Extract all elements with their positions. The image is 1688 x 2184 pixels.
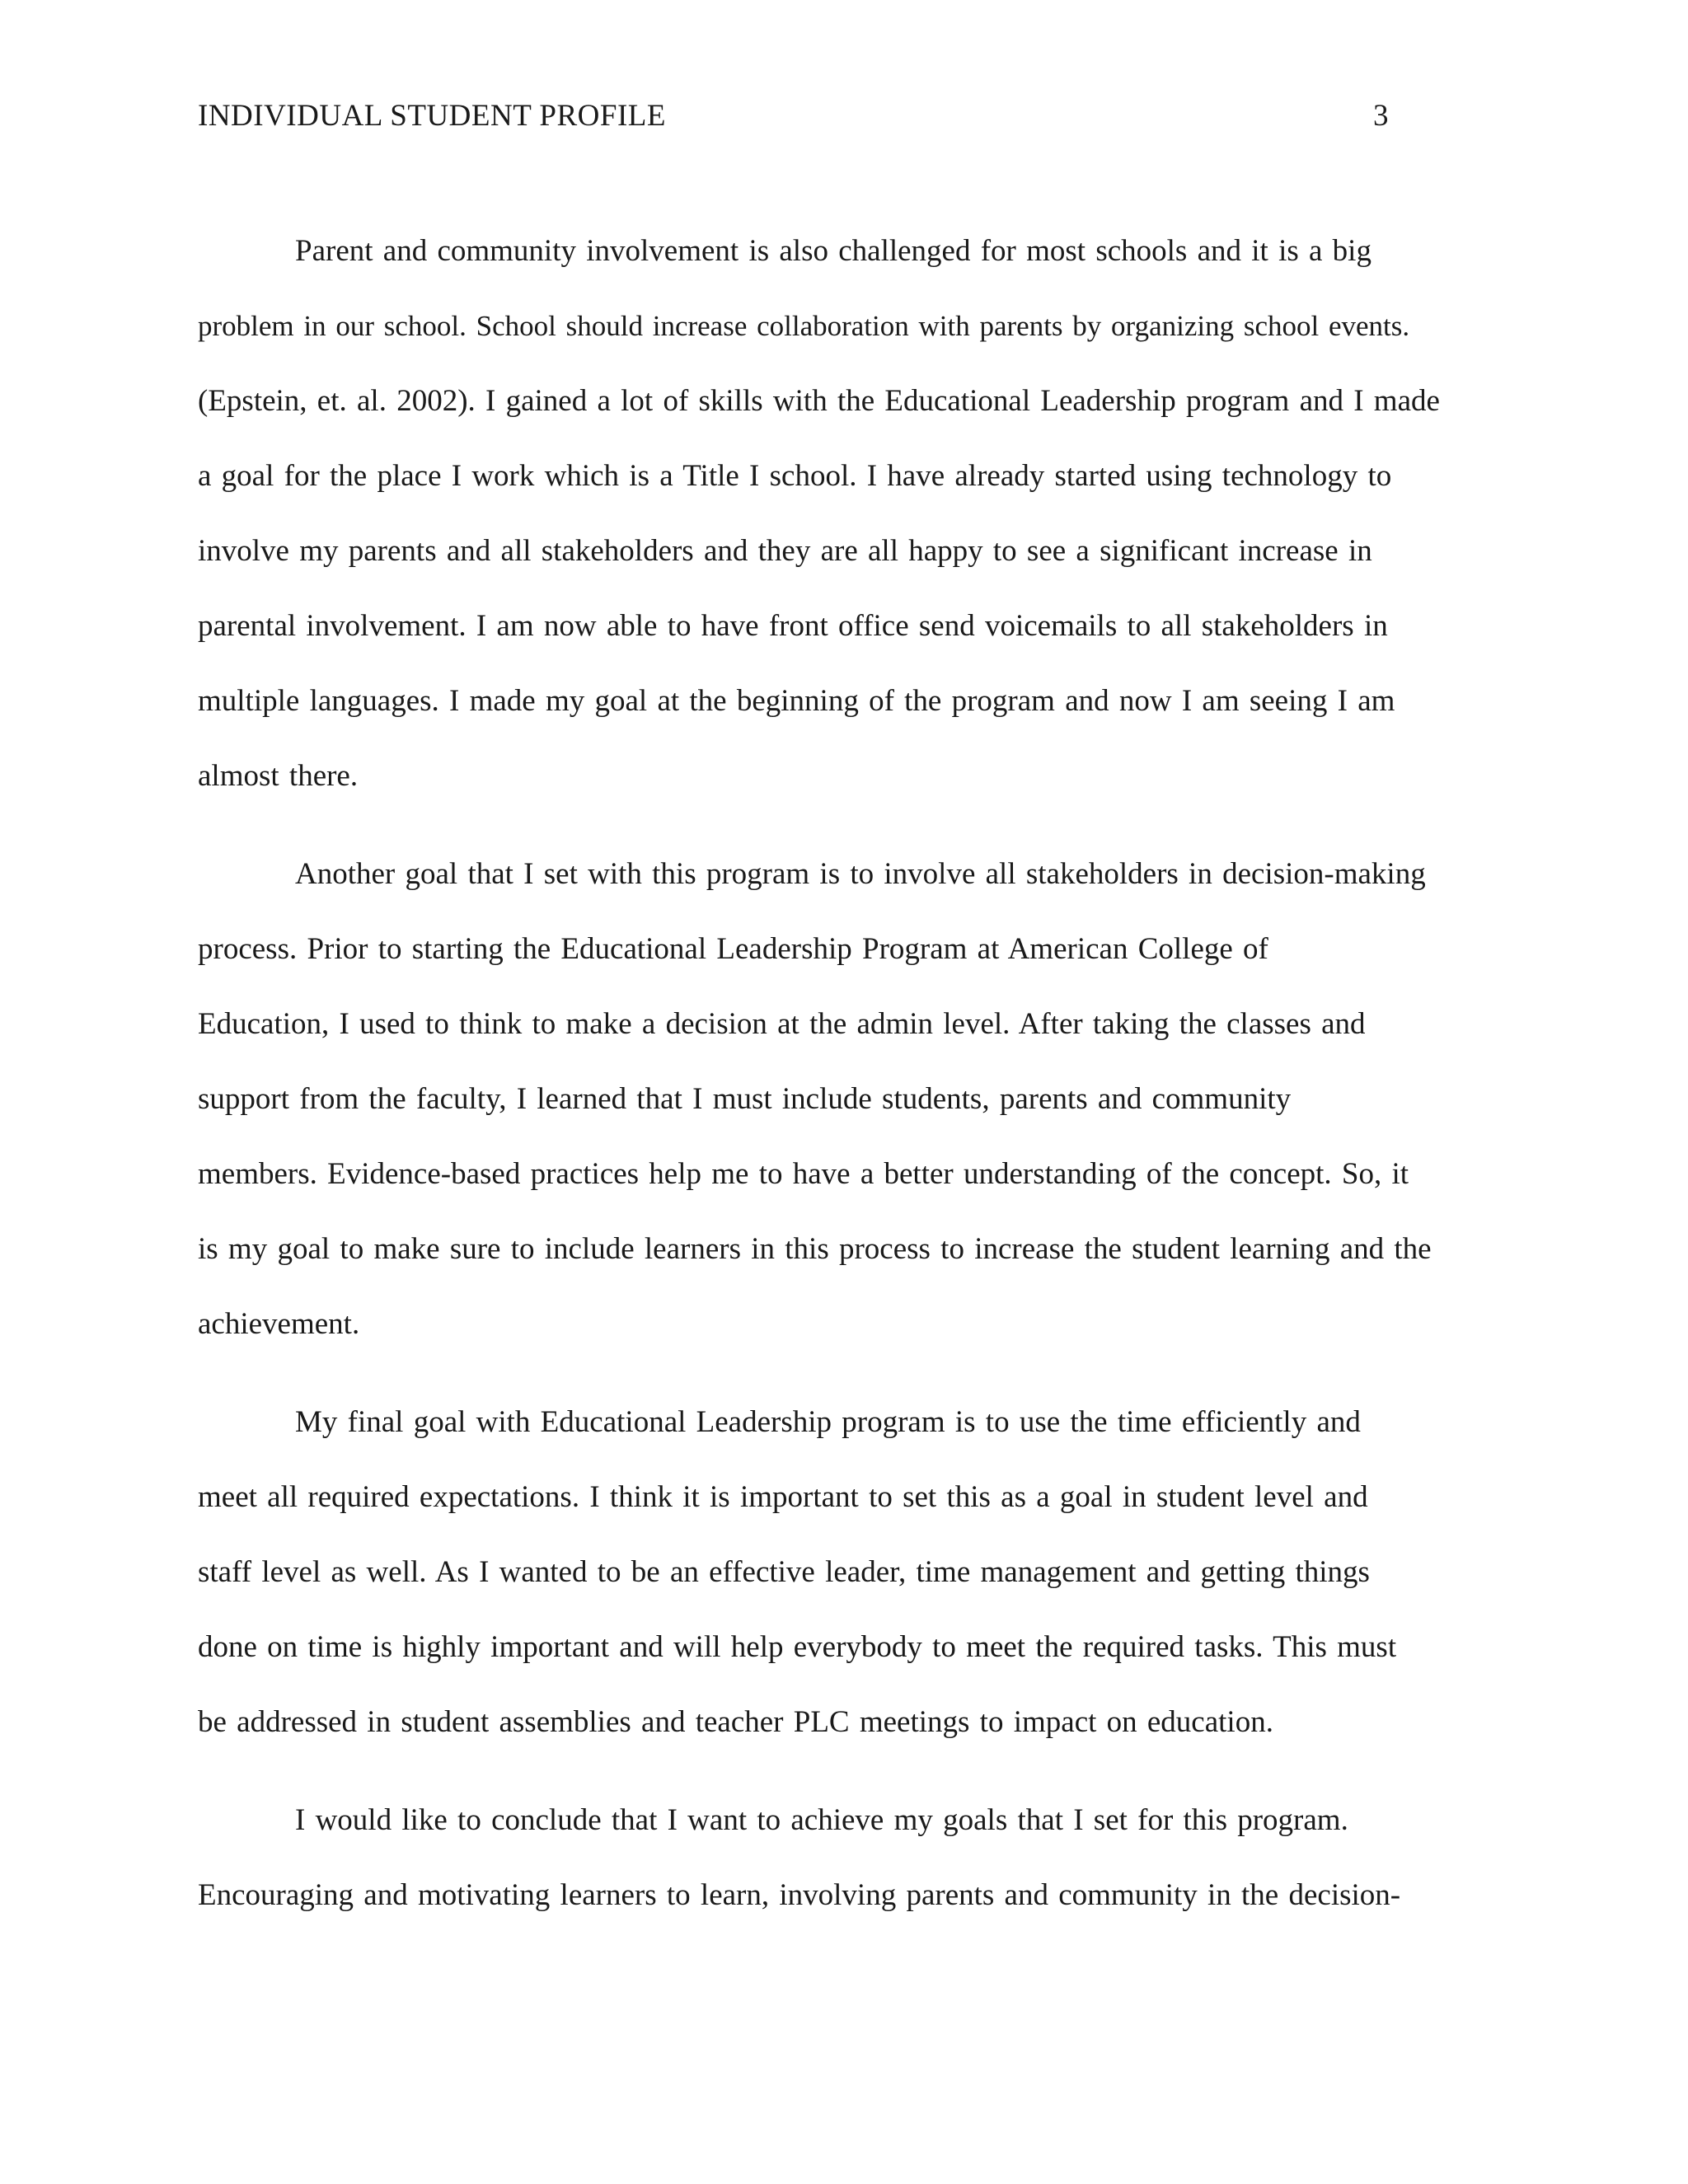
paragraph-2-line-4: support from the faculty, I learned that I must include students, parents and community <box>198 1082 1292 1116</box>
paragraph-4-line-1: I would like to conclude that I want to achieve my goals that I set for this program. <box>295 1803 1348 1837</box>
paragraph-4-line-2: Encouraging and motivating learners to learn, involving parents and community in the decision- <box>198 1878 1401 1912</box>
paragraph-2-line-7: achievement. <box>198 1307 360 1341</box>
running-head: INDIVIDUAL STUDENT PROFILE <box>198 99 666 133</box>
paragraph-1-line-3: (Epstein, et. al. 2002). I gained a lot of skills with the Educational Leadership program and I made <box>198 384 1440 418</box>
paragraph-3-line-5: be addressed in student assemblies and teacher PLC meetings to impact on education. <box>198 1705 1273 1739</box>
page-number: 3 <box>1373 99 1389 133</box>
paragraph-2-line-1: Another goal that I set with this program is to involve all stakeholders in decision-making <box>295 857 1426 891</box>
paragraph-1-line-6: parental involvement. I am now able to have front office send voicemails to all stakeholders in <box>198 609 1388 643</box>
paragraph-2-line-6: is my goal to make sure to include learners in this process to increase the student learning and the <box>198 1232 1432 1266</box>
paragraph-1-line-7: multiple languages. I made my goal at the beginning of the program and now I am seeing I am <box>198 684 1395 718</box>
paragraph-3-line-1: My final goal with Educational Leadership program is to use the time efficiently and <box>295 1405 1361 1439</box>
paragraph-1-line-5: involve my parents and all stakeholders and they are all happy to see a significant increase in <box>198 534 1372 568</box>
paragraph-2-line-5: members. Evidence-based practices help me to have a better understanding of the concept. So, it <box>198 1157 1409 1191</box>
paragraph-1-line-4: a goal for the place I work which is a Title I school. I have already started using technology to <box>198 459 1392 493</box>
paragraph-1-line-8: almost there. <box>198 759 359 793</box>
paragraph-1-line-2: problem in our school. School should increase collaboration with parents by organizing school events. <box>198 310 1410 342</box>
paragraph-2-line-2: process. Prior to starting the Educational Leadership Program at American College of <box>198 932 1268 966</box>
paragraph-3-line-3: staff level as well. As I wanted to be an effective leader, time management and getting things <box>198 1555 1370 1589</box>
paragraph-1-line-1: Parent and community involvement is also challenged for most schools and it is a big <box>295 234 1372 268</box>
paragraph-3-line-2: meet all required expectations. I think it is important to set this as a goal in student level and <box>198 1480 1368 1514</box>
paragraph-3-line-4: done on time is highly important and will help everybody to meet the required tasks. This must <box>198 1630 1397 1664</box>
paragraph-2-line-3: Education, I used to think to make a decision at the admin level. After taking the classes and <box>198 1007 1366 1041</box>
